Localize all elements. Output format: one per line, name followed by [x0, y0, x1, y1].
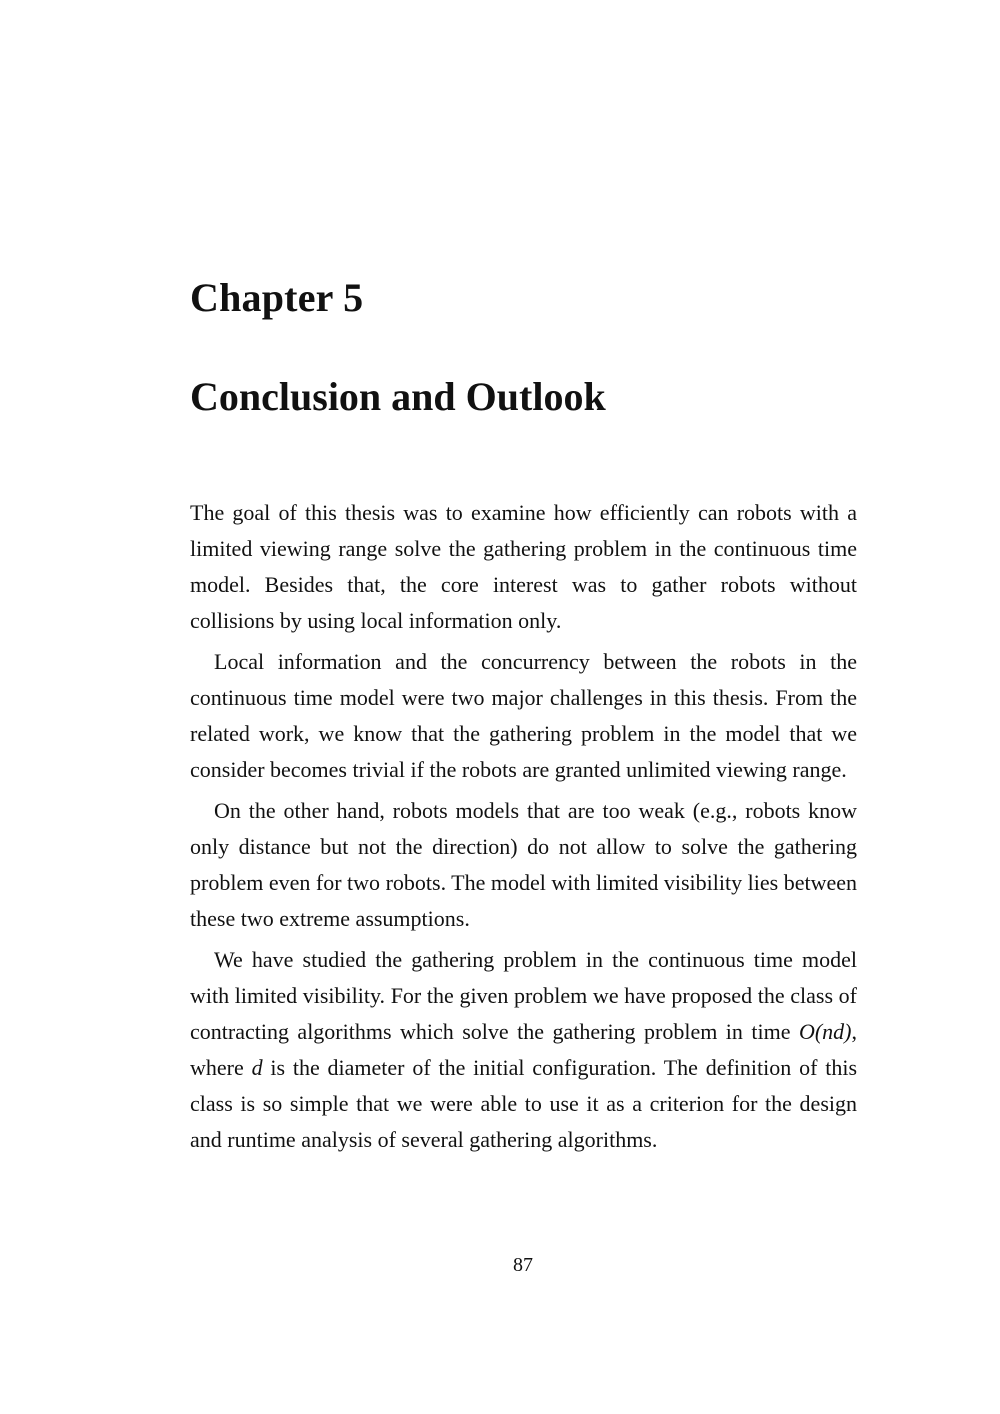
body-text: [190, 495, 857, 1163]
paragraph-4-text-a: We have studied the gathering problem in the continuous time model with limited visibility. For the given problem we have proposed the class of contracting algorithms which solve the gathering problem in time: [190, 947, 857, 1044]
math-diameter: d: [251, 1055, 263, 1080]
paragraph-4-text-c: is the diameter of the initial configuration. The definition of this class is so simple that we were able to use it as a criterion for the design and runtime analysis of several gathering algorithms.: [190, 1055, 857, 1152]
page-number: 87: [513, 1254, 533, 1276]
chapter-label: Chapter 5: [190, 275, 364, 320]
paragraph-2: Local information and the concurrency between the robots in the continuous time model were two major challenges in this thesis. From the related work, we know that the gathering problem in the model that we consider becomes trivial if the robots are granted unlimited viewing range.: [190, 649, 857, 782]
math-complexity: O(nd): [798, 1019, 852, 1044]
paragraph-1: The goal of this thesis was to examine how efficiently can robots with a limited viewing range solve the gathering problem in the continuous time model. Besides that, the core interest was to gather robots without collisions by using local information only.: [190, 500, 857, 633]
paragraph-4: [190, 942, 857, 1158]
chapter-title: Conclusion and Outlook: [190, 374, 606, 419]
paragraph-4-text-b: , where: [190, 1019, 857, 1080]
paragraph-3: On the other hand, robots models that are too weak (e.g., robots know only distance but not the direction) do not allow to solve the gathering problem even for two robots. The model with limited visibility lies between these two extreme assumptions.: [190, 798, 857, 931]
